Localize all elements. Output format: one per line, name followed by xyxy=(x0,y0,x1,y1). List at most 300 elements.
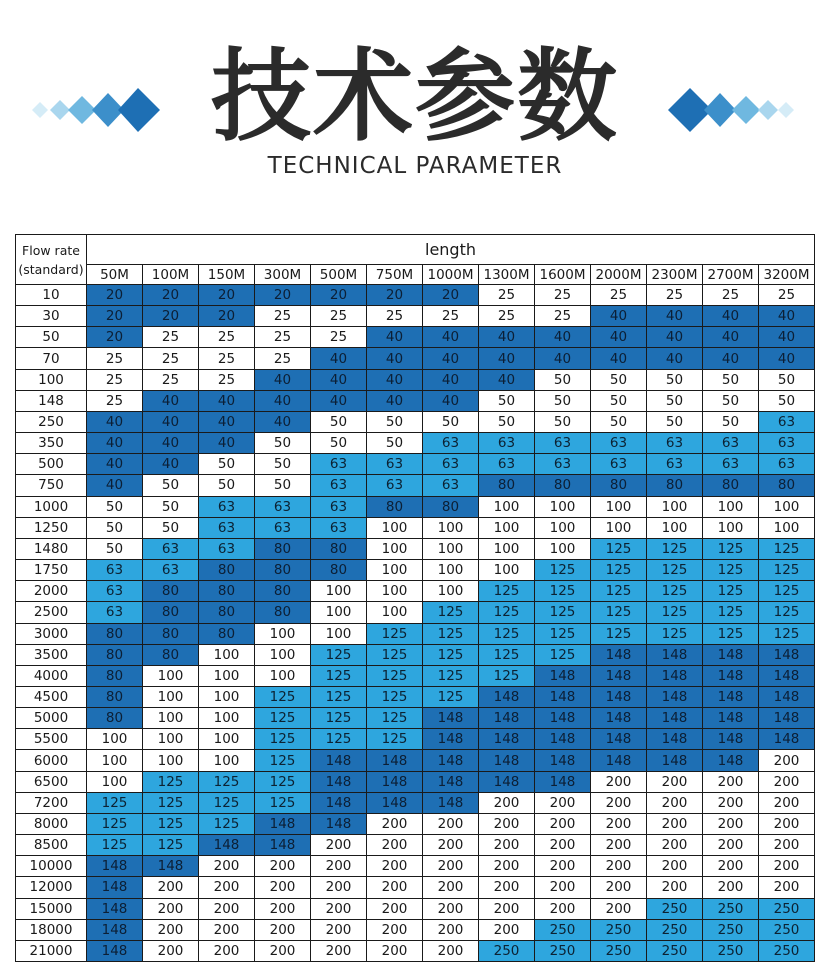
diameter-cell: 63 xyxy=(591,454,647,475)
diameter-cell: 40 xyxy=(311,390,367,411)
diameter-cell: 100 xyxy=(759,517,815,538)
diameter-cell: 63 xyxy=(311,475,367,496)
diameter-cell: 125 xyxy=(255,729,311,750)
diameter-cell: 80 xyxy=(199,560,255,581)
diameter-cell: 40 xyxy=(199,411,255,432)
table-row xyxy=(16,475,815,496)
length-header: length xyxy=(87,235,815,265)
table-row xyxy=(16,390,815,411)
diameter-cell: 63 xyxy=(367,475,423,496)
diameter-cell: 148 xyxy=(367,792,423,813)
diameter-cell: 148 xyxy=(591,708,647,729)
diameter-cell: 100 xyxy=(143,686,199,707)
diameter-cell: 50 xyxy=(367,433,423,454)
diameter-cell: 125 xyxy=(647,602,703,623)
diameter-cell: 200 xyxy=(703,771,759,792)
diameter-cell: 40 xyxy=(423,369,479,390)
table-row xyxy=(16,581,815,602)
diameter-cell: 40 xyxy=(255,411,311,432)
table-row xyxy=(16,665,815,686)
diameter-cell: 63 xyxy=(87,602,143,623)
diameter-cell: 148 xyxy=(87,919,143,940)
diameter-cell: 20 xyxy=(87,327,143,348)
diameter-cell: 63 xyxy=(199,496,255,517)
diameter-cell: 200 xyxy=(759,813,815,834)
diameter-cell: 200 xyxy=(199,898,255,919)
diameter-cell: 250 xyxy=(759,919,815,940)
diameter-cell: 200 xyxy=(367,940,423,961)
diameter-cell: 200 xyxy=(311,940,367,961)
diameter-cell: 50 xyxy=(87,538,143,559)
diameter-cell: 40 xyxy=(367,348,423,369)
diameter-cell: 125 xyxy=(535,644,591,665)
diameter-cell: 200 xyxy=(703,835,759,856)
diameter-cell: 50 xyxy=(367,411,423,432)
flow-rate-cell: 100 xyxy=(16,369,87,390)
diameter-cell: 25 xyxy=(647,285,703,306)
diameter-cell: 200 xyxy=(759,856,815,877)
diameter-cell: 200 xyxy=(647,792,703,813)
diameter-cell: 125 xyxy=(423,686,479,707)
diameter-cell: 125 xyxy=(703,623,759,644)
page-title-en: TECHNICAL PARAMETER xyxy=(267,153,563,179)
flow-rate-cell: 350 xyxy=(16,433,87,454)
diameter-cell: 200 xyxy=(591,771,647,792)
diameter-cell: 100 xyxy=(759,496,815,517)
diameter-cell: 40 xyxy=(423,348,479,369)
diameter-cell: 63 xyxy=(703,433,759,454)
diameter-cell: 20 xyxy=(143,306,199,327)
diameter-cell: 148 xyxy=(479,686,535,707)
diameter-cell: 200 xyxy=(591,877,647,898)
flow-rate-cell: 1480 xyxy=(16,538,87,559)
diameter-cell: 25 xyxy=(535,306,591,327)
diameter-cell: 80 xyxy=(87,686,143,707)
diameter-cell: 148 xyxy=(255,813,311,834)
diameter-cell: 200 xyxy=(535,792,591,813)
diameter-cell: 63 xyxy=(311,517,367,538)
diameter-cell: 148 xyxy=(255,835,311,856)
flow-rate-cell: 1750 xyxy=(16,560,87,581)
diameter-cell: 125 xyxy=(703,538,759,559)
flow-rate-cell: 2500 xyxy=(16,602,87,623)
diameter-cell: 200 xyxy=(311,877,367,898)
diameter-cell: 125 xyxy=(535,560,591,581)
diameter-cell: 148 xyxy=(647,644,703,665)
diameter-cell: 125 xyxy=(143,835,199,856)
diameter-cell: 50 xyxy=(143,496,199,517)
diameter-cell: 125 xyxy=(423,623,479,644)
diameter-cell: 50 xyxy=(759,390,815,411)
diameter-cell: 100 xyxy=(423,581,479,602)
diameter-cell: 148 xyxy=(87,877,143,898)
diameter-cell: 200 xyxy=(311,919,367,940)
flow-rate-cell: 50 xyxy=(16,327,87,348)
diameter-cell: 80 xyxy=(479,475,535,496)
diameter-cell: 80 xyxy=(535,475,591,496)
table-row xyxy=(16,686,815,707)
diameter-cell: 148 xyxy=(311,792,367,813)
diameter-cell: 200 xyxy=(311,898,367,919)
diameter-cell: 63 xyxy=(479,433,535,454)
diameter-cell: 100 xyxy=(367,581,423,602)
diameter-cell: 40 xyxy=(535,348,591,369)
parameter-table xyxy=(15,234,815,962)
diameter-cell: 25 xyxy=(255,327,311,348)
flow-rate-sublabel: (standard) xyxy=(18,261,84,277)
diameter-cell: 100 xyxy=(199,665,255,686)
diameter-cell: 100 xyxy=(423,560,479,581)
table-row xyxy=(16,602,815,623)
diameter-cell: 63 xyxy=(423,454,479,475)
diameter-cell: 80 xyxy=(255,538,311,559)
length-columns-row xyxy=(16,265,815,285)
diameter-cell: 100 xyxy=(87,771,143,792)
diameter-cell: 50 xyxy=(311,411,367,432)
diameter-cell: 148 xyxy=(87,940,143,961)
diameter-cell: 125 xyxy=(647,560,703,581)
diameter-cell: 125 xyxy=(143,771,199,792)
table-row xyxy=(16,898,815,919)
table-row xyxy=(16,623,815,644)
diameter-cell: 125 xyxy=(311,729,367,750)
diameter-cell: 80 xyxy=(87,708,143,729)
flow-rate-cell: 6000 xyxy=(16,750,87,771)
diameter-cell: 125 xyxy=(87,792,143,813)
diameter-cell: 200 xyxy=(199,856,255,877)
diameter-cell: 125 xyxy=(255,750,311,771)
table-row xyxy=(16,369,815,390)
table-row xyxy=(16,877,815,898)
diameter-cell: 25 xyxy=(143,348,199,369)
diameter-cell: 50 xyxy=(255,454,311,475)
diameter-cell: 125 xyxy=(591,560,647,581)
diameter-cell: 63 xyxy=(199,538,255,559)
diameter-cell: 100 xyxy=(87,729,143,750)
diameter-cell: 40 xyxy=(479,327,535,348)
diameter-cell: 40 xyxy=(87,433,143,454)
diameter-cell: 200 xyxy=(647,835,703,856)
diameter-cell: 125 xyxy=(87,835,143,856)
diameter-cell: 25 xyxy=(87,369,143,390)
diameter-cell: 148 xyxy=(535,686,591,707)
diameter-cell: 100 xyxy=(367,560,423,581)
flow-rate-cell: 30 xyxy=(16,306,87,327)
diameter-cell: 148 xyxy=(703,750,759,771)
diameter-cell: 200 xyxy=(591,835,647,856)
diameter-cell: 200 xyxy=(199,877,255,898)
diameter-cell: 200 xyxy=(703,813,759,834)
diameter-cell: 250 xyxy=(703,898,759,919)
diameter-cell: 200 xyxy=(759,877,815,898)
diameter-cell: 125 xyxy=(423,665,479,686)
diameter-cell: 125 xyxy=(311,644,367,665)
diameter-cell: 200 xyxy=(647,813,703,834)
diameter-cell: 200 xyxy=(255,940,311,961)
diameter-cell: 100 xyxy=(479,496,535,517)
diameter-cell: 20 xyxy=(87,285,143,306)
diameter-cell: 63 xyxy=(311,496,367,517)
table-row xyxy=(16,750,815,771)
length-column-header: 2000M xyxy=(591,265,647,285)
diameter-cell: 125 xyxy=(199,792,255,813)
flow-rate-cell: 6500 xyxy=(16,771,87,792)
diameter-cell: 200 xyxy=(759,835,815,856)
diameter-cell: 125 xyxy=(367,729,423,750)
diameter-cell: 100 xyxy=(255,623,311,644)
diameter-cell: 100 xyxy=(703,517,759,538)
diameter-cell: 100 xyxy=(143,708,199,729)
diameter-cell: 63 xyxy=(143,560,199,581)
diameter-cell: 200 xyxy=(255,877,311,898)
diameter-cell: 80 xyxy=(255,581,311,602)
diameter-cell: 80 xyxy=(199,602,255,623)
flow-rate-cell: 500 xyxy=(16,454,87,475)
diameter-cell: 80 xyxy=(199,623,255,644)
diameter-cell: 200 xyxy=(367,919,423,940)
diameter-cell: 148 xyxy=(535,750,591,771)
diameter-cell: 125 xyxy=(143,813,199,834)
diameter-cell: 50 xyxy=(591,390,647,411)
diameter-cell: 100 xyxy=(367,602,423,623)
diameter-cell: 250 xyxy=(591,919,647,940)
diameter-cell: 100 xyxy=(199,644,255,665)
diameter-cell: 50 xyxy=(255,475,311,496)
diameter-cell: 50 xyxy=(535,369,591,390)
diameter-cell: 200 xyxy=(591,792,647,813)
diameter-cell: 200 xyxy=(479,877,535,898)
diameter-cell: 250 xyxy=(759,898,815,919)
diameter-cell: 63 xyxy=(479,454,535,475)
diameter-cell: 200 xyxy=(423,940,479,961)
diameter-cell: 25 xyxy=(535,285,591,306)
diameter-cell: 40 xyxy=(591,327,647,348)
diameter-cell: 50 xyxy=(647,369,703,390)
diameter-cell: 148 xyxy=(647,686,703,707)
diameter-cell: 200 xyxy=(367,898,423,919)
diameter-cell: 148 xyxy=(479,708,535,729)
diameter-cell: 200 xyxy=(143,898,199,919)
diameter-cell: 200 xyxy=(591,813,647,834)
diameter-cell: 200 xyxy=(479,835,535,856)
diameter-cell: 125 xyxy=(255,686,311,707)
length-column-header: 150M xyxy=(199,265,255,285)
table-row xyxy=(16,560,815,581)
diameter-cell: 148 xyxy=(535,708,591,729)
diameter-cell: 100 xyxy=(367,517,423,538)
table-row xyxy=(16,327,815,348)
diameter-cell: 40 xyxy=(479,369,535,390)
diameter-cell: 63 xyxy=(647,433,703,454)
diameter-cell: 200 xyxy=(367,856,423,877)
diameter-cell: 200 xyxy=(311,856,367,877)
diameter-cell: 50 xyxy=(143,475,199,496)
diameter-cell: 200 xyxy=(311,835,367,856)
diameter-cell: 50 xyxy=(703,369,759,390)
diameter-cell: 125 xyxy=(759,538,815,559)
table-row xyxy=(16,792,815,813)
diameter-cell: 125 xyxy=(199,771,255,792)
diameter-cell: 200 xyxy=(479,792,535,813)
diameter-cell: 200 xyxy=(591,898,647,919)
diameter-cell: 148 xyxy=(759,708,815,729)
flow-rate-cell: 250 xyxy=(16,411,87,432)
diameter-cell: 50 xyxy=(647,411,703,432)
diameter-cell: 125 xyxy=(759,560,815,581)
diameter-cell: 20 xyxy=(199,306,255,327)
diameter-cell: 63 xyxy=(255,496,311,517)
diameter-cell: 200 xyxy=(703,856,759,877)
diameter-cell: 148 xyxy=(479,729,535,750)
diameter-cell: 148 xyxy=(87,856,143,877)
flow-rate-cell: 3000 xyxy=(16,623,87,644)
diameter-cell: 125 xyxy=(255,771,311,792)
diameter-cell: 25 xyxy=(143,369,199,390)
diameter-cell: 80 xyxy=(255,602,311,623)
diameter-cell: 125 xyxy=(311,686,367,707)
diameter-cell: 100 xyxy=(199,750,255,771)
diameter-cell: 40 xyxy=(367,369,423,390)
diameter-cell: 250 xyxy=(703,940,759,961)
length-column-header: 1600M xyxy=(535,265,591,285)
diameter-cell: 250 xyxy=(647,940,703,961)
diameter-cell: 40 xyxy=(255,390,311,411)
diameter-cell: 50 xyxy=(479,390,535,411)
diameter-cell: 125 xyxy=(255,792,311,813)
diameter-cell: 40 xyxy=(87,475,143,496)
diameter-cell: 200 xyxy=(479,813,535,834)
diameter-cell: 200 xyxy=(143,940,199,961)
flow-rate-cell: 148 xyxy=(16,390,87,411)
diameter-cell: 25 xyxy=(479,285,535,306)
diameter-cell: 125 xyxy=(479,623,535,644)
flow-rate-cell: 12000 xyxy=(16,877,87,898)
diameter-cell: 50 xyxy=(591,369,647,390)
diameter-cell: 20 xyxy=(199,285,255,306)
diameter-cell: 40 xyxy=(647,306,703,327)
length-column-header: 50M xyxy=(87,265,143,285)
diameter-cell: 125 xyxy=(367,686,423,707)
diameter-cell: 200 xyxy=(591,856,647,877)
diameter-cell: 148 xyxy=(647,729,703,750)
flow-rate-cell: 10 xyxy=(16,285,87,306)
diameter-cell: 100 xyxy=(479,517,535,538)
diameter-cell: 40 xyxy=(535,327,591,348)
diameter-cell: 200 xyxy=(423,919,479,940)
diameter-cell: 200 xyxy=(367,877,423,898)
table-row xyxy=(16,496,815,517)
page-title-cn: 技术参数 xyxy=(211,38,619,155)
length-column-header: 100M xyxy=(143,265,199,285)
diameter-cell: 200 xyxy=(535,856,591,877)
diameter-cell: 50 xyxy=(535,390,591,411)
diameter-cell: 100 xyxy=(143,750,199,771)
diameter-cell: 148 xyxy=(591,644,647,665)
flow-rate-cell: 750 xyxy=(16,475,87,496)
diameter-cell: 80 xyxy=(143,581,199,602)
diameter-cell: 40 xyxy=(423,390,479,411)
diameter-cell: 63 xyxy=(647,454,703,475)
diameter-cell: 200 xyxy=(703,877,759,898)
diameter-cell: 100 xyxy=(143,729,199,750)
diameter-cell: 100 xyxy=(423,538,479,559)
diameter-cell: 40 xyxy=(367,390,423,411)
diameter-cell: 40 xyxy=(143,454,199,475)
diameter-cell: 50 xyxy=(479,411,535,432)
diameter-cell: 148 xyxy=(311,813,367,834)
diameter-cell: 63 xyxy=(535,454,591,475)
diameter-cell: 125 xyxy=(367,644,423,665)
diameter-cell: 40 xyxy=(591,348,647,369)
diameter-cell: 125 xyxy=(311,708,367,729)
diameter-cell: 148 xyxy=(759,686,815,707)
diameter-cell: 125 xyxy=(367,623,423,644)
diameter-cell: 63 xyxy=(311,454,367,475)
diameter-cell: 200 xyxy=(143,919,199,940)
diameter-cell: 200 xyxy=(535,835,591,856)
table-row xyxy=(16,708,815,729)
diameter-cell: 50 xyxy=(87,496,143,517)
diameter-cell: 25 xyxy=(255,306,311,327)
diameter-cell: 148 xyxy=(647,665,703,686)
table-row xyxy=(16,517,815,538)
diameter-cell: 100 xyxy=(87,750,143,771)
diameter-cell: 63 xyxy=(423,433,479,454)
diameter-cell: 100 xyxy=(647,517,703,538)
table-row xyxy=(16,856,815,877)
diameter-cell: 25 xyxy=(423,306,479,327)
diameter-cell: 40 xyxy=(199,390,255,411)
diameter-cell: 63 xyxy=(255,517,311,538)
diameter-cell: 200 xyxy=(703,792,759,813)
length-column-header: 1300M xyxy=(479,265,535,285)
diameter-cell: 63 xyxy=(87,560,143,581)
diameter-cell: 200 xyxy=(759,750,815,771)
diameter-cell: 148 xyxy=(311,750,367,771)
diameter-cell: 125 xyxy=(367,665,423,686)
flow-rate-cell: 15000 xyxy=(16,898,87,919)
diameter-cell: 125 xyxy=(199,813,255,834)
diameter-cell: 63 xyxy=(199,517,255,538)
diameter-cell: 148 xyxy=(367,771,423,792)
table-row xyxy=(16,940,815,961)
diameter-cell: 250 xyxy=(535,940,591,961)
diameter-cell: 148 xyxy=(535,729,591,750)
table-row xyxy=(16,835,815,856)
diameter-cell: 148 xyxy=(759,729,815,750)
diameter-cell: 200 xyxy=(423,898,479,919)
diameter-cell: 200 xyxy=(143,877,199,898)
table-row xyxy=(16,729,815,750)
diameter-cell: 125 xyxy=(367,708,423,729)
diameter-cell: 200 xyxy=(255,856,311,877)
diameter-cell: 80 xyxy=(647,475,703,496)
diameter-cell: 200 xyxy=(423,813,479,834)
diameter-cell: 100 xyxy=(479,560,535,581)
diameter-cell: 148 xyxy=(703,644,759,665)
diameter-cell: 200 xyxy=(647,877,703,898)
diameter-cell: 100 xyxy=(703,496,759,517)
diameter-cell: 148 xyxy=(143,856,199,877)
diameter-cell: 20 xyxy=(367,285,423,306)
diameter-cell: 100 xyxy=(535,517,591,538)
diameter-cell: 25 xyxy=(311,327,367,348)
table-row xyxy=(16,538,815,559)
diameter-cell: 200 xyxy=(647,771,703,792)
table-body xyxy=(16,285,815,962)
diameter-cell: 40 xyxy=(423,327,479,348)
diameter-cell: 148 xyxy=(87,898,143,919)
